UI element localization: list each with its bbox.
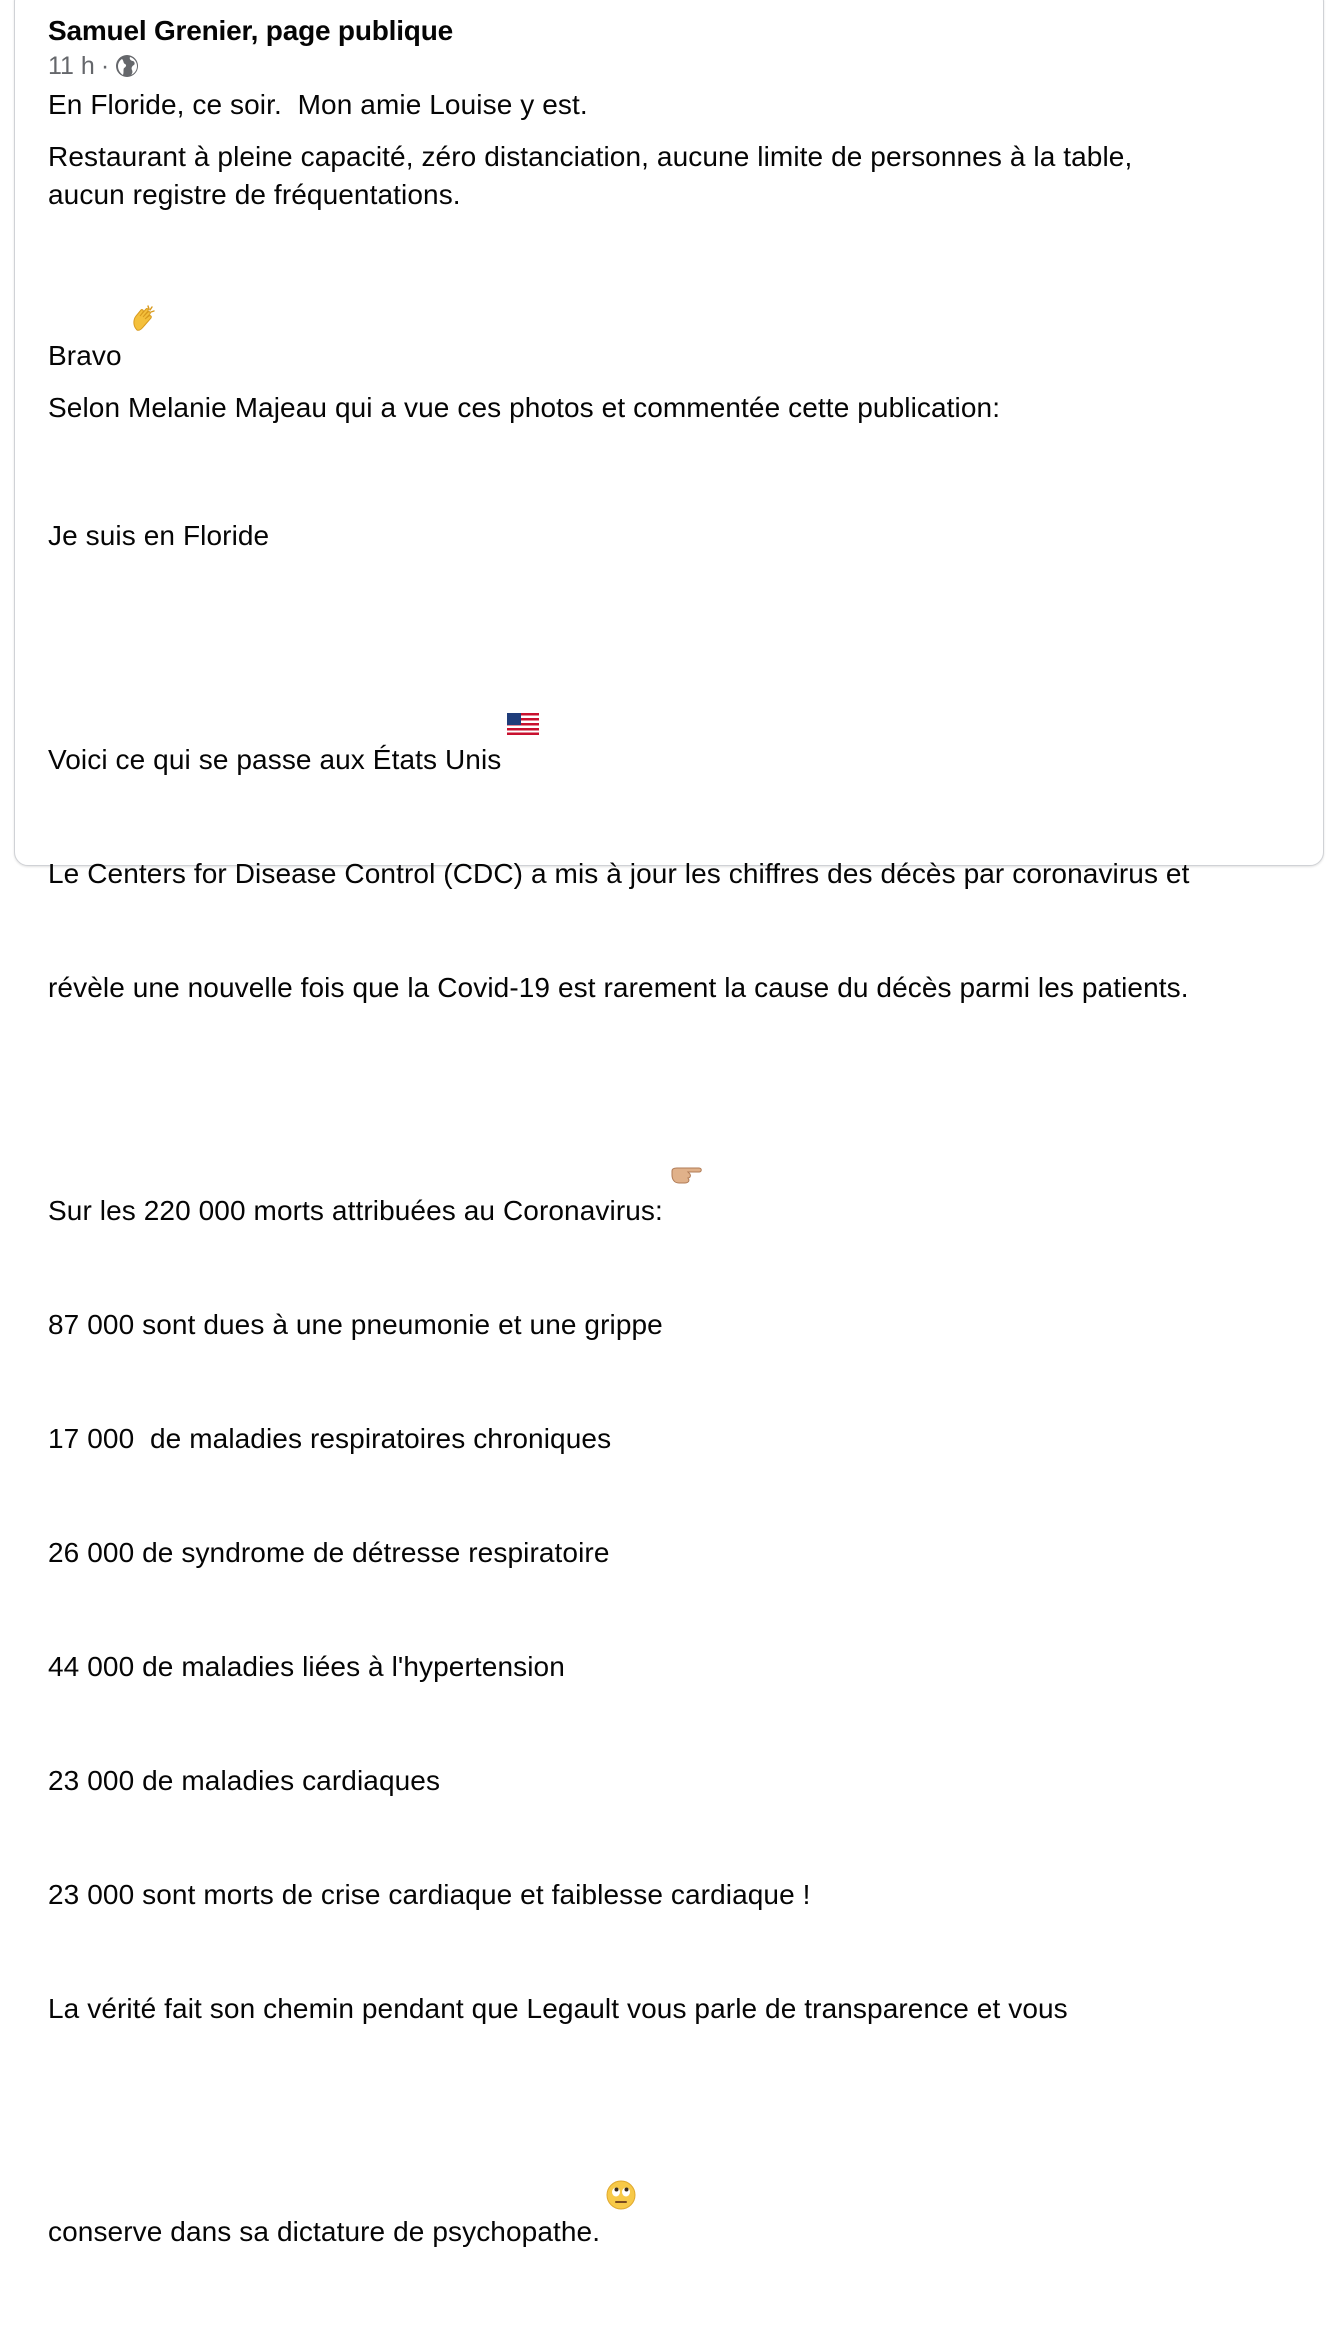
quote-line: 23 000 sont morts de crise cardiaque et faiblesse cardiaque ! xyxy=(48,1879,811,1910)
post-timestamp[interactable]: 11 h xyxy=(48,51,95,80)
eye-roll-emoji xyxy=(606,2104,636,2134)
quote-line: révèle une nouvelle fois que la Covid-19 est rarement la cause du décès parmi les patients. xyxy=(48,972,1189,1003)
post-paragraph: Bravo xyxy=(48,228,1308,375)
quote-line: 17 000 de maladies respiratoires chroniques xyxy=(48,1423,612,1454)
pointing-right-emoji xyxy=(669,1083,705,1113)
post-card xyxy=(14,0,1324,2247)
post-paragraph: Selon Melanie Majeau qui a vue ces photos et commentée cette publication: xyxy=(48,392,1001,423)
quote-line: Sur les 220 000 morts attribuées au Coronavirus: xyxy=(48,1083,1308,1230)
author-name[interactable]: Samuel Grenier, page publique xyxy=(48,15,453,46)
clapping-hands-emoji xyxy=(128,228,158,258)
quote-line: 26 000 de syndrome de détresse respiratoire xyxy=(48,1537,610,1568)
quote-line: 87 000 sont dues à une pneumonie et une grippe xyxy=(48,1309,663,1340)
quote-line: Le Centers for Disease Control (CDC) a mis à jour les chiffres des décès par coronavirus et xyxy=(48,858,1190,889)
globe-icon[interactable] xyxy=(115,54,139,78)
meta-separator: · xyxy=(100,51,110,80)
quote-line: Voici ce qui se passe aux États Unis xyxy=(48,631,1308,779)
post-paragraph: Restaurant à pleine capacité, zéro distanciation, aucune limite de personnes à la table, aucun registre de fréquentations. xyxy=(48,141,1133,210)
post-body xyxy=(48,86,1308,2341)
post-paragraph: En Floride, ce soir. Mon amie Louise y est. xyxy=(48,89,588,120)
post-meta xyxy=(48,51,453,81)
post-header xyxy=(48,13,453,81)
quoted-text xyxy=(48,441,1308,2327)
quote-line: La vérité fait son chemin pendant que Legault vous parle de transparence et vous xyxy=(48,1993,1068,2024)
quote-line: 23 000 de maladies cardiaques xyxy=(48,1765,441,1796)
quote-line: conserve dans sa dictature de psychopathe. xyxy=(48,2104,1308,2251)
us-flag-emoji xyxy=(507,631,537,661)
quote-line: 44 000 de maladies liées à l'hypertension xyxy=(48,1651,565,1682)
quote-line: Je suis en Floride xyxy=(48,520,270,551)
